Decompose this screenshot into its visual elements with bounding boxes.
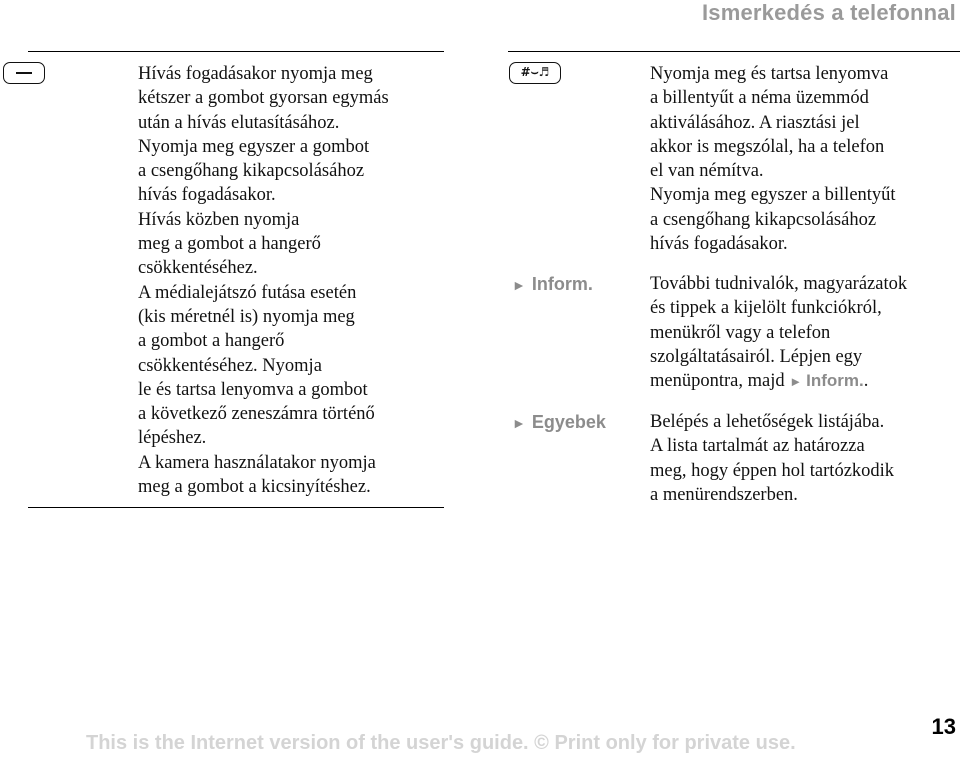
menu-item-inform <box>512 274 593 295</box>
hash-key-description: Nyomja meg és tartsa lenyomva a billentyűt a néma üzemmód aktiválásához. A riasztási jel akkor is megszólal, ha a telefon el van némítva. Nyomja meg egyszer a billentyűt a csengőhang kikapcsolásához hívás fogadásakor. <box>650 64 896 255</box>
arrow-right-icon: ► <box>512 277 526 293</box>
arrow-right-icon: ► <box>512 415 526 431</box>
inform-description: További tudnivalók, magyarázatok és tippek a kijelölt funkciókról, menükről vagy a telefon szolgáltatásairól. Lépjen egy menüpontra, majd ► Inform.. <box>650 274 908 392</box>
minus-key-description: Hívás fogadásakor nyomja meg kétszer a gombot gyorsan egymás után a hívás elutasításához. Nyomja meg egyszer a gombot a csengőhang kikapcsolásához hívás fogadásakor. Hívás közben nyomja meg a gombot a hangerő csökkentéséhez. A médialejátszó futása esetén (kis méretnél is) nyomja meg a gombot a hangerő csökkentéséhez. Nyomja le és tartsa lenyomva a gombot a következő zeneszámra történő lépéshez. A kamera használatakor nyomja meg a gombot a kicsinyítéshez. <box>138 64 389 498</box>
page-number: 13 <box>931 714 956 739</box>
right-top-divider <box>508 51 960 52</box>
footer-notice: This is the Internet version of the user's guide. © Print only for private use. <box>86 732 796 754</box>
inline-menu-reference: ► Inform. <box>789 371 864 391</box>
menu-item-label: Egyebek <box>531 412 606 432</box>
left-top-divider <box>28 51 444 52</box>
hash-silent-key-icon: #⌣♬ <box>509 62 561 84</box>
arrow-right-icon: ► <box>789 374 803 390</box>
menu-item-label: Inform. <box>531 274 593 294</box>
menu-item-egyebek <box>512 412 606 433</box>
left-bottom-divider <box>28 507 444 508</box>
minus-key-icon <box>3 62 45 84</box>
section-header: Ismerkedés a telefonnal <box>701 0 956 25</box>
egyebek-description: Belépés a lehetőségek listájába. A lista tartalmát az határozza meg, hogy éppen hol tartózkodik a menürendszerben. <box>650 412 895 505</box>
